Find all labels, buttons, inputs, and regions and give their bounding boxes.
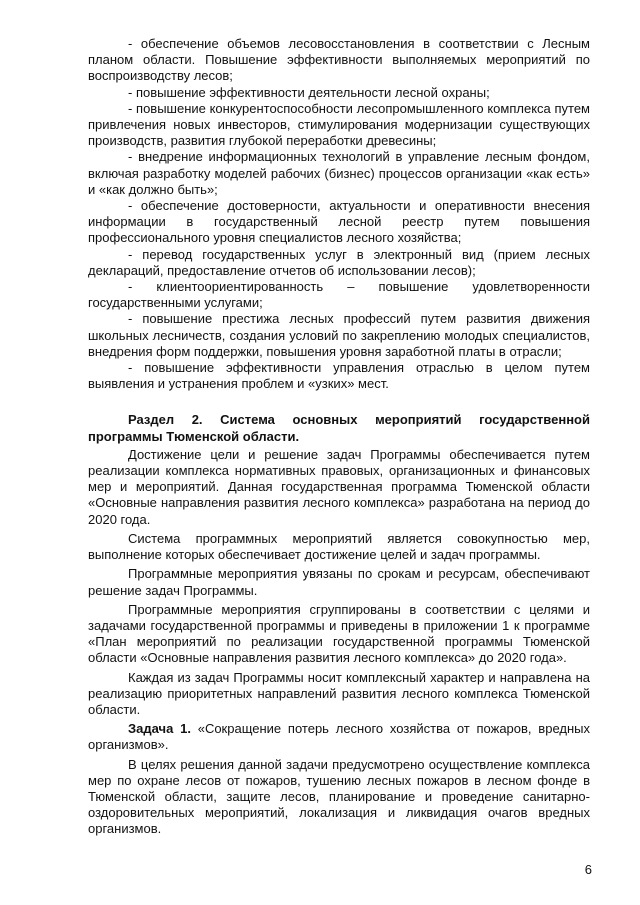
list-item: - клиентоориентированность – повышение удовлетворенности государственными услугами;	[88, 279, 590, 311]
list-item: - повышение престижа лесных профессий путем развития движения школьных лесничеств, создания условий по закреплению молодых специалистов, внедрения форм поддержки, повышения уровня заработной платы в отрасли;	[88, 311, 590, 359]
paragraph: В целях решения данной задачи предусмотрено осуществление комплекса мер по охране лесов от пожаров, тушению лесных пожаров в лесном фонде в Тюменской области, защите лесов, планирование и проведение санитарно-оздоровительных мероприятий, локализация и ликвидация очагов вредных организмов.	[88, 756, 590, 837]
list-item: - повышение эффективности управления отраслью в целом путем выявления и устранения проблем и «узких» мест.	[88, 360, 590, 392]
paragraph: Программные мероприятия увязаны по срокам и ресурсам, обеспечивают решение задач Программы.	[88, 566, 590, 598]
task-paragraph	[88, 721, 590, 753]
paragraph: Достижение цели и решение задач Программы обеспечивается путем реализации комплекса нормативных правовых, организационных и финансовых мер и мероприятий. Данная государственная программа Тюменской области «Основные направления развития лесного комплекса» разработана на период до 2020 года.	[88, 446, 590, 527]
list-item: - повышение эффективности деятельности лесной охраны;	[128, 84, 490, 100]
list-item: - обеспечение достоверности, актуальности и оперативности внесения информации в государственный лесной реестр путем повышения профессионального уровня специалистов лесного хозяйства;	[88, 198, 590, 246]
task-label: Задача 1.	[128, 721, 191, 737]
document-body	[88, 36, 590, 838]
paragraph: Система программных мероприятий является совокупностью мер, выполнение которых обеспечивает достижение целей и задач программы.	[88, 530, 590, 563]
list-item: - внедрение информационных технологий в управление лесным фондом, включая разработку моделей рабочих (бизнес) процессов организации «как есть» и «как должно быть»;	[88, 149, 590, 197]
page-number: 6	[584, 862, 592, 877]
paragraph: Каждая из задач Программы носит комплексный характер и направлена на реализацию приоритетных направлений развития лесного комплекса Тюменской области.	[88, 669, 590, 717]
list-item: - повышение конкурентоспособности лесопромышленного комплекса путем привлечения новых инвесторов, стимулирования модернизации существующих производств, развития глубокой переработки древесины;	[88, 100, 590, 149]
list-item: - перевод государственных услуг в электронный вид (прием лесных деклараций, предоставление отчетов об использовании лесов);	[88, 246, 590, 278]
section-heading: Раздел 2. Система основных мероприятий государственной программы Тюменской области.	[88, 412, 590, 444]
task-text: «Сокращение потерь лесного хозяйства от пожаров, вредных организмов».	[88, 721, 590, 753]
paragraph: Программные мероприятия сгруппированы в соответствии с целями и задачами государственной программы и приведены в приложении 1 к программе «План мероприятий по реализации государственной программы Тюменской области «Основные направления развития лесного комплекса» до 2020 года».	[88, 601, 590, 666]
list-item: - обеспечение объемов лесовосстановления в соответствии с Лесным планом области. Повышение эффективности выполняемых мероприятий по воспроизводству лесов;	[88, 36, 590, 84]
